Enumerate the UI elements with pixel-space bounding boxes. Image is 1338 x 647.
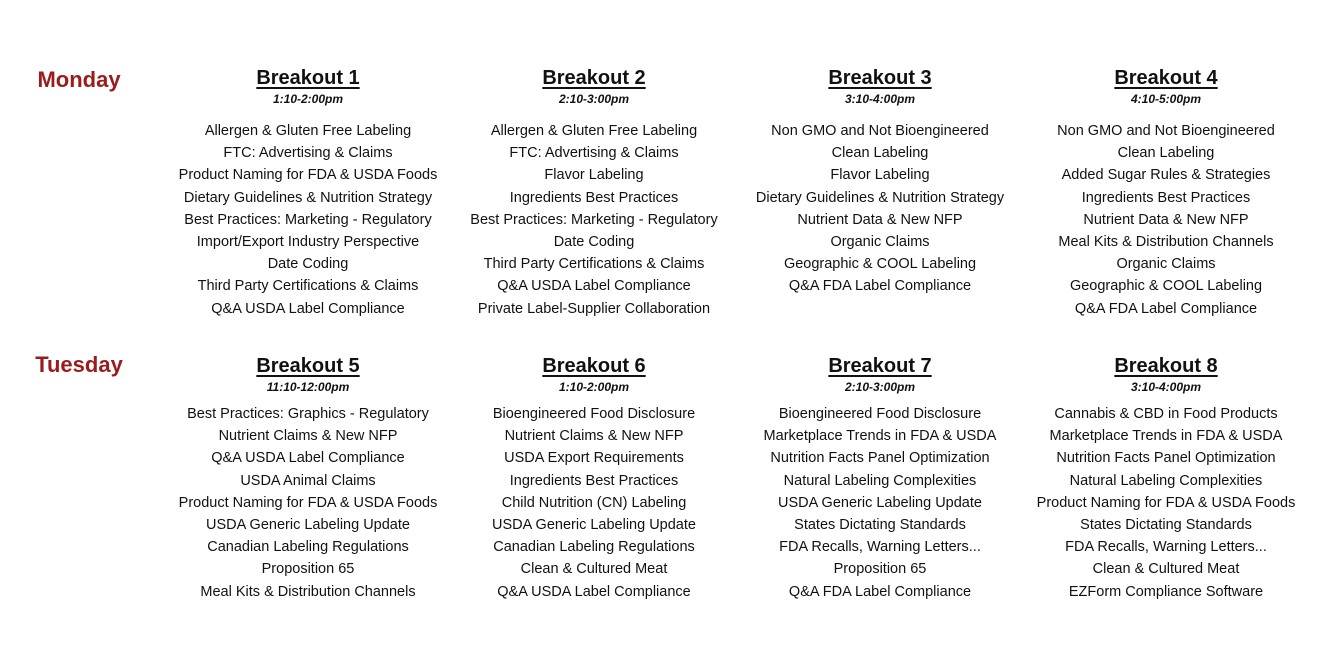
- topic-item: Non GMO and Not Bioengineered: [771, 123, 989, 139]
- topic-item: Flavor Labeling: [544, 167, 644, 184]
- topic-list: [451, 403, 737, 603]
- topic-item: Added Sugar Rules & Strategies: [1061, 167, 1271, 184]
- breakout-time: 4:10-5:00pm: [1130, 92, 1202, 106]
- breakout-title: Breakout 5: [256, 355, 360, 377]
- topic-item: Organic Claims: [830, 234, 930, 251]
- breakout-time: 1:10-2:00pm: [272, 92, 344, 106]
- breakout-time: 11:10-12:00pm: [266, 380, 350, 394]
- topic-item: Proposition 65: [261, 561, 355, 578]
- topic-item: Q&A FDA Label Compliance: [788, 278, 972, 295]
- breakout-1: [165, 68, 451, 320]
- topic-item: Import/Export Industry Perspective: [196, 234, 420, 251]
- topic-item: USDA Generic Labeling Update: [206, 517, 410, 534]
- breakout-8: [1023, 356, 1309, 603]
- topic-item: Best Practices: Marketing - Regulatory: [184, 211, 432, 228]
- topic-item: Nutrient Data & New NFP: [1083, 211, 1249, 228]
- breakout-time: 3:10-4:00pm: [844, 92, 916, 106]
- topic-item: Date Coding: [267, 256, 349, 273]
- topic-item: Third Party Certifications & Claims: [483, 256, 705, 273]
- topic-item: Flavor Labeling: [830, 167, 930, 184]
- topic-item: Third Party Certifications & Claims: [197, 278, 419, 295]
- topic-item: Geographic & COOL Labeling: [783, 256, 977, 273]
- topic-item: Allergen & Gluten Free Labeling: [490, 123, 698, 139]
- topic-item: Clean & Cultured Meat: [520, 561, 668, 578]
- topic-item: Product Naming for FDA & USDA Foods: [178, 494, 438, 511]
- topic-item: Canadian Labeling Regulations: [493, 539, 695, 556]
- topic-item: Ingredients Best Practices: [1081, 189, 1251, 206]
- topic-item: Geographic & COOL Labeling: [1069, 278, 1263, 295]
- breakout-5: [165, 356, 451, 603]
- topic-list: [737, 403, 1023, 603]
- topic-item: Clean Labeling: [1117, 145, 1215, 162]
- breakout-title: Breakout 1: [256, 67, 360, 89]
- breakout-title: Breakout 7: [828, 355, 932, 377]
- breakout-time: 2:10-3:00pm: [558, 92, 630, 106]
- breakout-title: Breakout 4: [1114, 67, 1218, 89]
- topic-item: States Dictating Standards: [1080, 517, 1252, 534]
- topic-item: USDA Export Requirements: [504, 450, 684, 467]
- topic-item: USDA Animal Claims: [240, 472, 376, 489]
- breakout-time: 1:10-2:00pm: [558, 380, 630, 394]
- topic-item: Cannabis & CBD in Food Products: [1054, 406, 1278, 422]
- breakout-title: Breakout 8: [1114, 355, 1218, 377]
- topic-item: Clean & Cultured Meat: [1092, 561, 1240, 578]
- topic-item: Marketplace Trends in FDA & USDA: [1049, 428, 1283, 445]
- topic-item: USDA Generic Labeling Update: [492, 517, 696, 534]
- topic-item: Proposition 65: [833, 561, 927, 578]
- topic-item: Date Coding: [553, 234, 635, 251]
- topic-item: USDA Generic Labeling Update: [778, 494, 982, 511]
- topic-item: Meal Kits & Distribution Channels: [1058, 234, 1274, 251]
- topic-item: Best Practices: Graphics - Regulatory: [187, 406, 429, 422]
- breakout-title: Breakout 3: [828, 67, 932, 89]
- topic-item: Canadian Labeling Regulations: [207, 539, 409, 556]
- topic-item: FDA Recalls, Warning Letters...: [1065, 539, 1267, 556]
- topic-item: Nutrient Claims & New NFP: [218, 428, 398, 445]
- topic-list: [165, 403, 451, 603]
- topic-item: Allergen & Gluten Free Labeling: [204, 123, 412, 139]
- topic-item: Q&A USDA Label Compliance: [497, 278, 691, 295]
- topic-item: Ingredients Best Practices: [509, 189, 679, 206]
- topic-item: Organic Claims: [1116, 256, 1216, 273]
- topic-item: Product Naming for FDA & USDA Foods: [1036, 494, 1296, 511]
- topic-item: Marketplace Trends in FDA & USDA: [763, 428, 997, 445]
- topic-item: States Dictating Standards: [794, 517, 966, 534]
- topic-item: FTC: Advertising & Claims: [223, 145, 393, 162]
- breakout-6: [451, 356, 737, 603]
- topic-item: FTC: Advertising & Claims: [509, 145, 679, 162]
- breakout-time: 3:10-4:00pm: [1130, 380, 1202, 394]
- topic-item: Nutrient Data & New NFP: [797, 211, 963, 228]
- topic-item: Best Practices: Marketing - Regulatory: [470, 211, 718, 228]
- topic-item: Q&A FDA Label Compliance: [1074, 300, 1258, 317]
- topic-item: Natural Labeling Complexities: [783, 472, 977, 489]
- topic-item: EZForm Compliance Software: [1068, 583, 1264, 600]
- topic-list: [165, 120, 451, 320]
- topic-list: [737, 120, 1023, 298]
- topic-list: [451, 120, 737, 320]
- breakout-3: [737, 68, 1023, 298]
- topic-item: Q&A USDA Label Compliance: [497, 583, 691, 600]
- day-label-monday: Monday: [37, 67, 121, 92]
- topic-item: Q&A FDA Label Compliance: [788, 583, 972, 600]
- topic-item: Nutrition Facts Panel Optimization: [1056, 450, 1276, 467]
- topic-item: Ingredients Best Practices: [509, 472, 679, 489]
- topic-item: Child Nutrition (CN) Labeling: [501, 494, 687, 511]
- breakout-4: [1023, 68, 1309, 320]
- topic-item: Non GMO and Not Bioengineered: [1057, 123, 1275, 139]
- topic-item: Q&A USDA Label Compliance: [211, 300, 405, 317]
- breakout-title: Breakout 6: [542, 355, 646, 377]
- topic-item: Dietary Guidelines & Nutrition Strategy: [755, 189, 1005, 206]
- topic-item: Product Naming for FDA & USDA Foods: [178, 167, 438, 184]
- breakout-title: Breakout 2: [542, 67, 646, 89]
- topic-item: Q&A USDA Label Compliance: [211, 450, 405, 467]
- topic-item: Meal Kits & Distribution Channels: [200, 583, 416, 600]
- topic-item: FDA Recalls, Warning Letters...: [779, 539, 981, 556]
- day-label-tuesday: Tuesday: [35, 352, 123, 377]
- breakout-time: 2:10-3:00pm: [844, 380, 916, 394]
- topic-item: Dietary Guidelines & Nutrition Strategy: [183, 189, 433, 206]
- topic-item: Nutrition Facts Panel Optimization: [770, 450, 990, 467]
- topic-list: [1023, 403, 1309, 603]
- topic-item: Bioengineered Food Disclosure: [778, 406, 982, 422]
- breakout-7: [737, 356, 1023, 603]
- breakout-2: [451, 68, 737, 320]
- topic-item: Natural Labeling Complexities: [1069, 472, 1263, 489]
- topic-item: Private Label-Supplier Collaboration: [477, 300, 711, 317]
- topic-item: Clean Labeling: [831, 145, 929, 162]
- topic-item: Bioengineered Food Disclosure: [492, 406, 696, 422]
- topic-list: [1023, 120, 1309, 320]
- topic-item: Nutrient Claims & New NFP: [504, 428, 684, 445]
